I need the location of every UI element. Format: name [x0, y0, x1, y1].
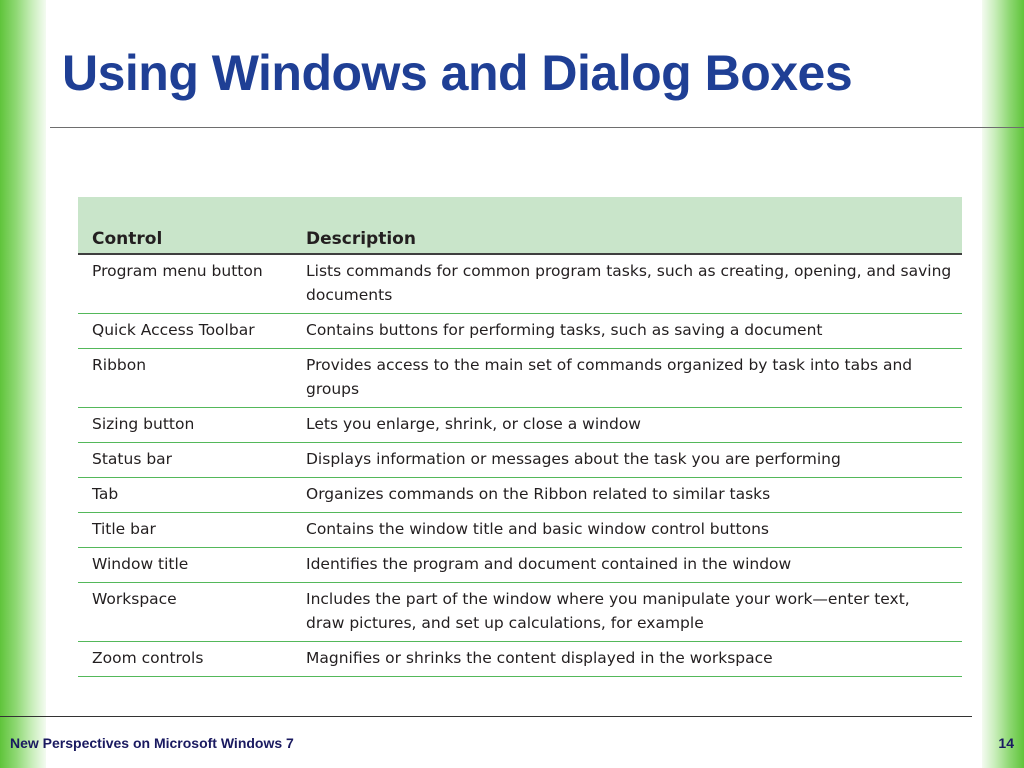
table-row [78, 254, 962, 314]
description-cell: Magnifies or shrinks the content displayed in the workspace [292, 642, 962, 677]
controls-table [78, 197, 962, 677]
table-row [78, 349, 962, 408]
control-cell: Status bar [78, 443, 292, 478]
table-row [78, 583, 962, 642]
control-cell: Workspace [78, 583, 292, 642]
description-cell: Lets you enlarge, shrink, or close a window [292, 408, 962, 443]
right-edge-decoration [982, 0, 1024, 768]
description-cell: Identifies the program and document contained in the window [292, 548, 962, 583]
description-cell: Provides access to the main set of commands organized by task into tabs and groups [292, 349, 962, 408]
table-row [78, 548, 962, 583]
description-cell: Contains buttons for performing tasks, such as saving a document [292, 314, 962, 349]
table-row [78, 408, 962, 443]
footer-divider [0, 716, 972, 717]
description-cell: Displays information or messages about the task you are performing [292, 443, 962, 478]
column-header-control: Control [78, 197, 292, 254]
table-row [78, 513, 962, 548]
title-divider [50, 127, 1024, 128]
control-cell: Program menu button [78, 254, 292, 314]
table-row [78, 642, 962, 677]
footer-course-title: New Perspectives on Microsoft Windows 7 [10, 735, 294, 751]
left-edge-decoration [0, 0, 46, 768]
slide-title: Using Windows and Dialog Boxes [62, 45, 853, 101]
control-cell: Title bar [78, 513, 292, 548]
control-cell: Quick Access Toolbar [78, 314, 292, 349]
column-header-description: Description [292, 197, 962, 254]
table-row [78, 314, 962, 349]
description-cell: Lists commands for common program tasks, such as creating, opening, and saving documents [292, 254, 962, 314]
page-number: 14 [998, 735, 1014, 751]
table-row [78, 478, 962, 513]
control-cell: Sizing button [78, 408, 292, 443]
control-cell: Ribbon [78, 349, 292, 408]
description-cell: Includes the part of the window where you manipulate your work—enter text, draw pictures, and set up calculations, for example [292, 583, 962, 642]
control-cell: Zoom controls [78, 642, 292, 677]
table-row [78, 443, 962, 478]
control-cell: Tab [78, 478, 292, 513]
description-cell: Organizes commands on the Ribbon related to similar tasks [292, 478, 962, 513]
table-header-row [78, 197, 962, 254]
description-cell: Contains the window title and basic window control buttons [292, 513, 962, 548]
control-cell: Window title [78, 548, 292, 583]
